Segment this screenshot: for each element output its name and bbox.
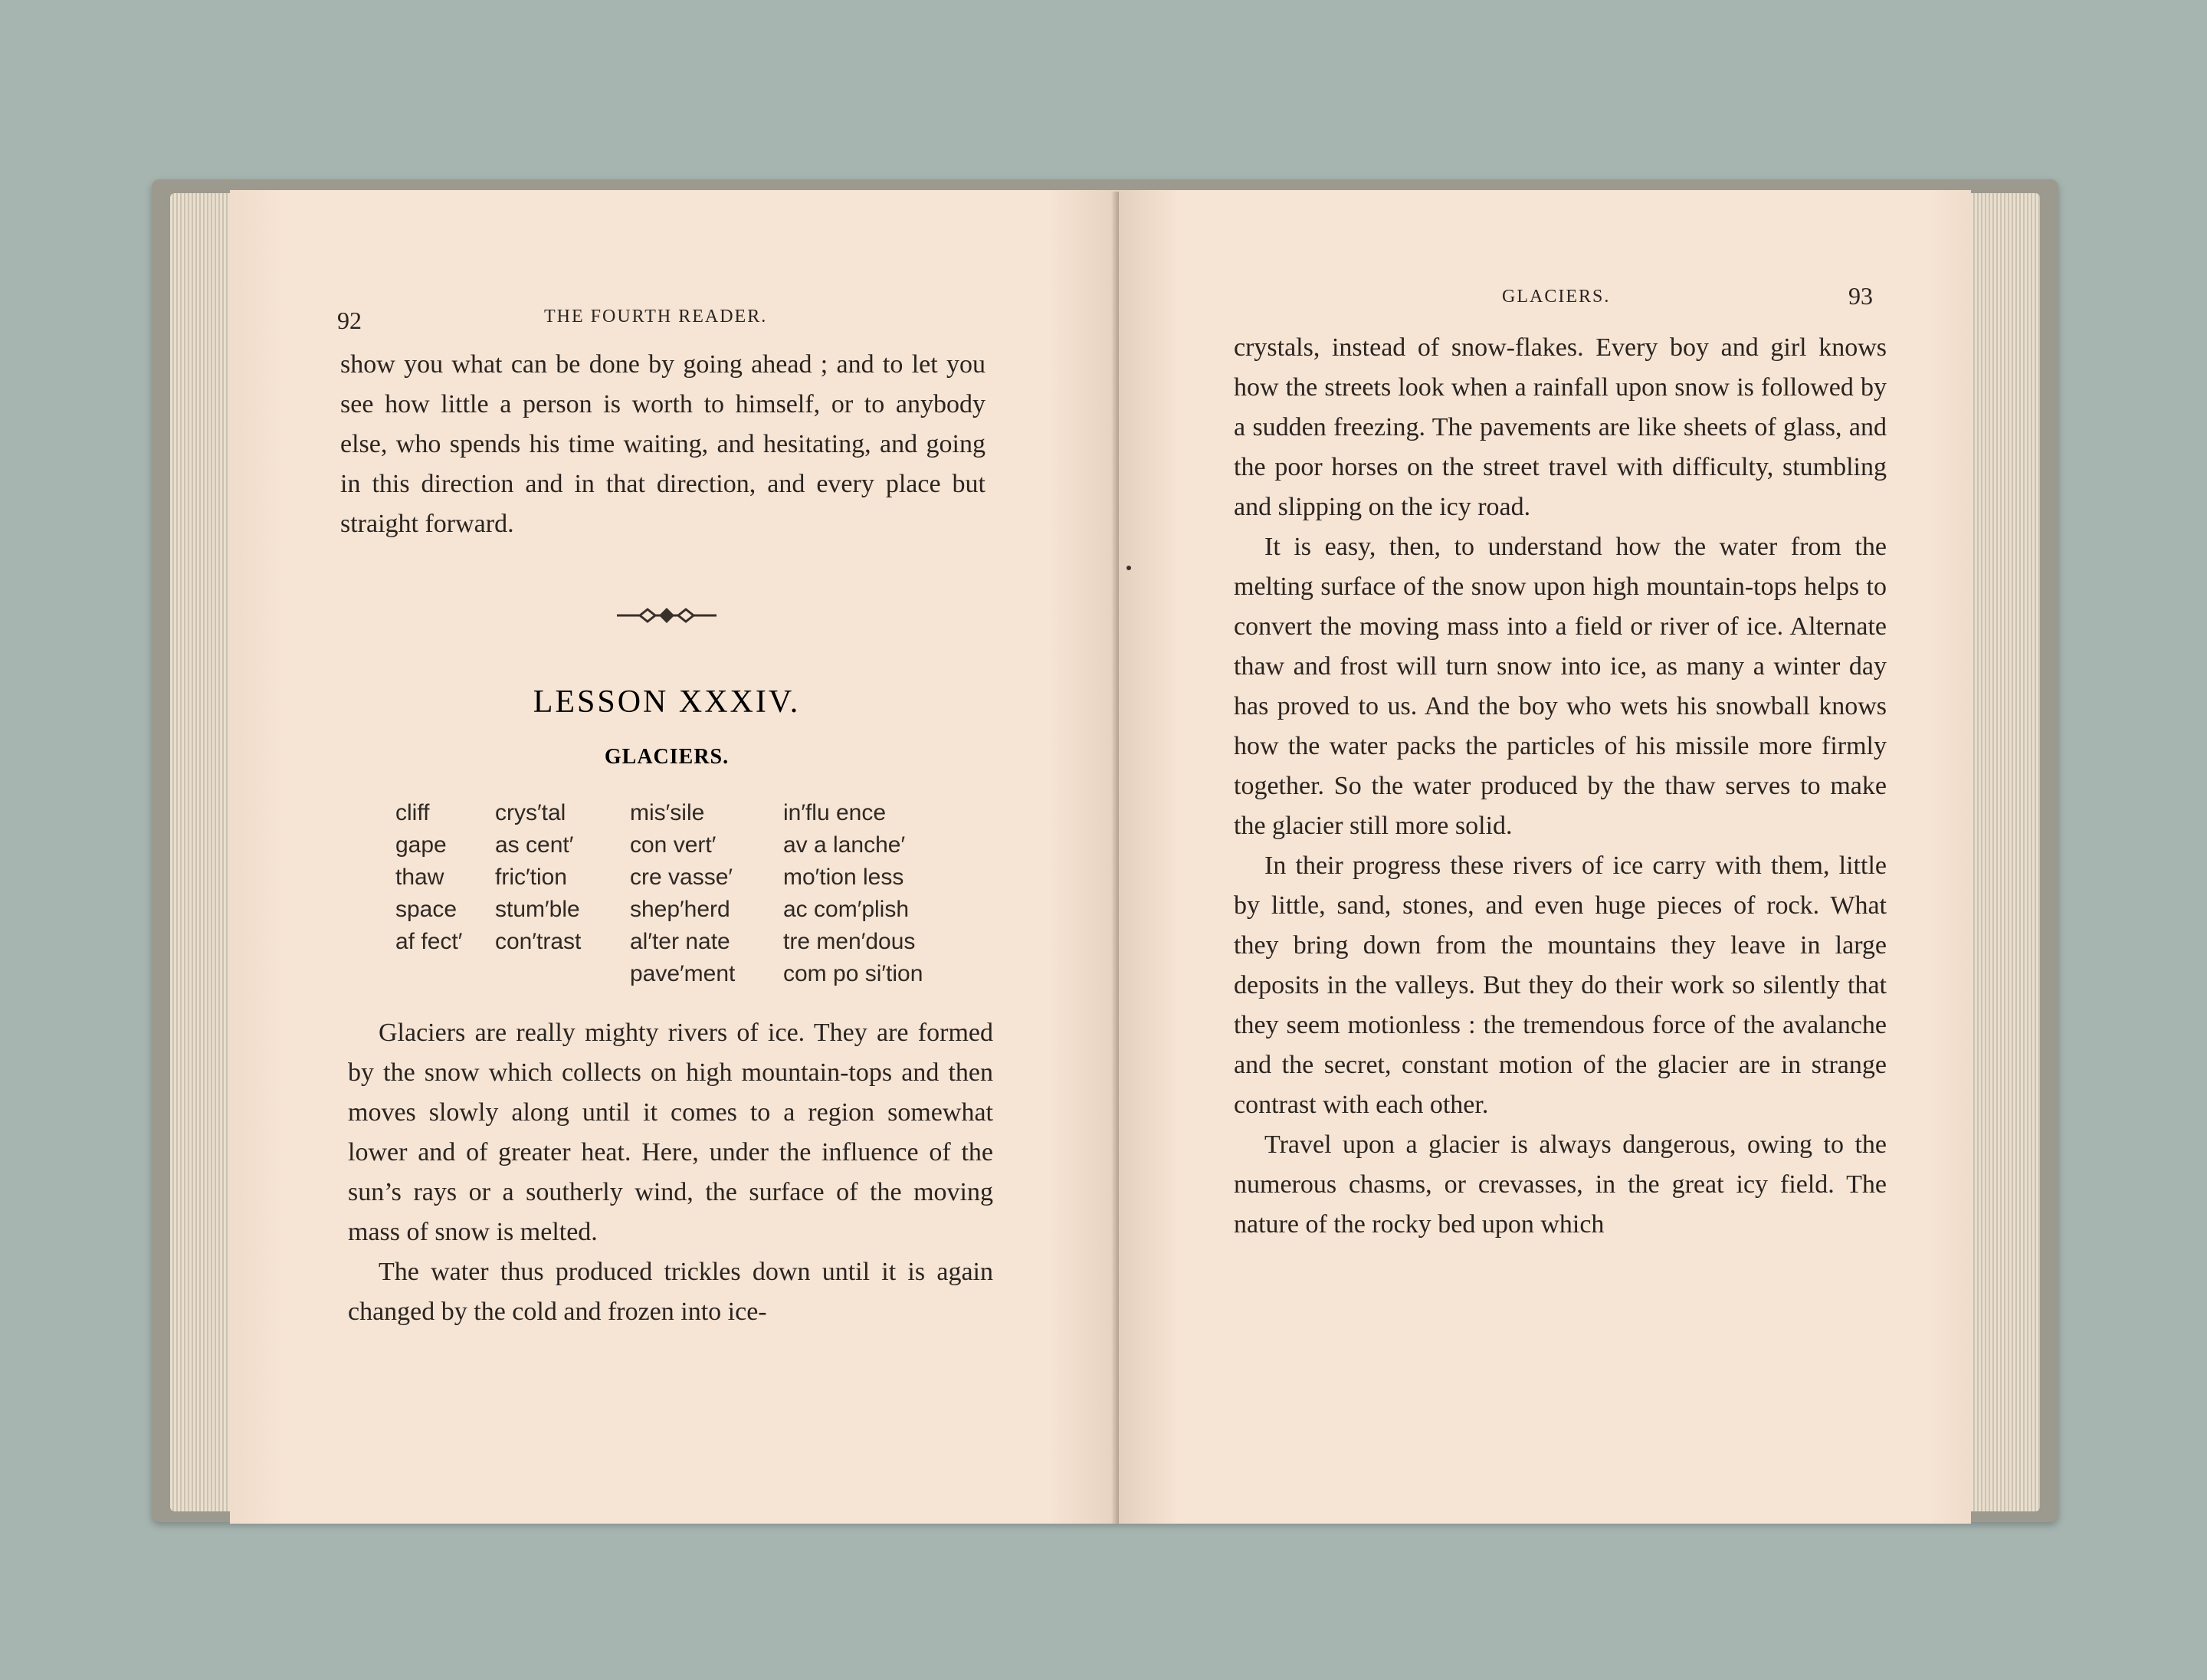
vocab-word: thaw: [395, 865, 444, 890]
vocab-word: ac com′plish: [783, 897, 910, 922]
lesson-subtitle: GLACIERS.: [604, 745, 730, 769]
running-head: GLACIERS.: [1502, 287, 1611, 307]
ornament-divider-icon: [617, 604, 717, 627]
running-head: THE FOURTH READER.: [544, 307, 768, 326]
opening-paragraph: [340, 345, 985, 544]
vocab-word: al′ter nate: [630, 929, 730, 954]
page-number: 93: [1848, 282, 1873, 310]
vocab-word: mis′sile: [630, 800, 705, 825]
vocab-column: [630, 797, 735, 990]
vocab-word: shep′herd: [630, 897, 730, 922]
vocab-word: pave′ment: [630, 961, 736, 986]
vocab-word: as cent′: [495, 832, 574, 858]
lesson-title: LESSON XXXIV.: [533, 684, 801, 720]
vocab-word: con′trast: [495, 929, 582, 954]
page-edges-right: [1963, 193, 2040, 1511]
paragraph: The water thus produced trickles down until it is again changed by the cold and frozen into ice-: [348, 1258, 993, 1326]
vocab-word: con vert′: [630, 832, 717, 858]
vocab-word: stum′ble: [495, 897, 580, 922]
paragraph: Glaciers are really mighty rivers of ice. They are formed by the snow which collects on high mountain-tops and then moves slowly along until it comes to a region somewhat lower and of greater heat. Here, under the influence of the sun’s rays or a southerly wind, the surface of the moving mass of snow is melted.: [348, 1019, 993, 1246]
vocab-column: [395, 797, 462, 958]
vocab-word: cre vasse′: [630, 865, 733, 890]
paragraph: In their progress these rivers of ice carry with them, little by little, sand, stones, and even huge pieces of rock. What they bring down from the mountains they leave in large deposits in the valleys. But they do their work so silently that they seem motionless : the tremendous force of the avalanche and the secret, constant motion of the glacier are in strange contrast with each other.: [1234, 851, 1887, 1119]
vocab-word: com po si′tion: [783, 961, 923, 986]
vocab-word: av a lanche′: [783, 832, 906, 858]
page-number: 92: [337, 307, 362, 334]
lesson-text-left: [348, 1013, 993, 1332]
vocab-word: gape: [395, 832, 447, 858]
vocab-column: [783, 797, 923, 990]
vocabulary-table: [395, 797, 993, 996]
vocab-word: af fect′: [395, 929, 463, 954]
vocab-column: [495, 797, 581, 958]
vocab-word: tre men′dous: [783, 929, 916, 954]
lesson-text-right: [1234, 328, 1887, 1245]
vocab-word: fric′tion: [495, 865, 567, 890]
vocab-word: cliff: [395, 800, 430, 825]
paragraph: Travel upon a glacier is always dangerous, owing to the numerous chasms, or crevasses, in the great icy field. The nature of the rocky bed upon which: [1234, 1130, 1887, 1239]
paragraph: crystals, instead of snow-flakes. Every boy and girl knows how the streets look when a rainfall upon snow is followed by a sudden freezing. The pavements are like sheets of glass, and the poor horses on the street travel with difficulty, stumbling and slipping on the icy road.: [1234, 333, 1887, 521]
paragraph: It is easy, then, to understand how the water from the melting surface of the snow upon high mountain-tops helps to convert the moving mass into a field or river of ice. Alternate thaw and frost will turn snow into ice, as many a winter day has proved to us. And the boy who wets his snowball knows how the water packs the particles of his missile more firmly together. So the water produced by the thaw serves to make the glacier still more solid.: [1234, 533, 1887, 840]
vocab-word: crys′tal: [495, 800, 566, 825]
vocab-word: space: [395, 897, 457, 922]
vocab-word: in′flu ence: [783, 800, 887, 825]
vocab-word: mo′tion less: [783, 865, 904, 890]
paragraph: show you what can be done by going ahead ; and to let you see how little a person is worth to himself, or to anybody else, who spends his time waiting, and hesitating, and going in this direction and in that direction, and every place but straight forward.: [340, 350, 985, 538]
page-speck: [1126, 566, 1131, 570]
